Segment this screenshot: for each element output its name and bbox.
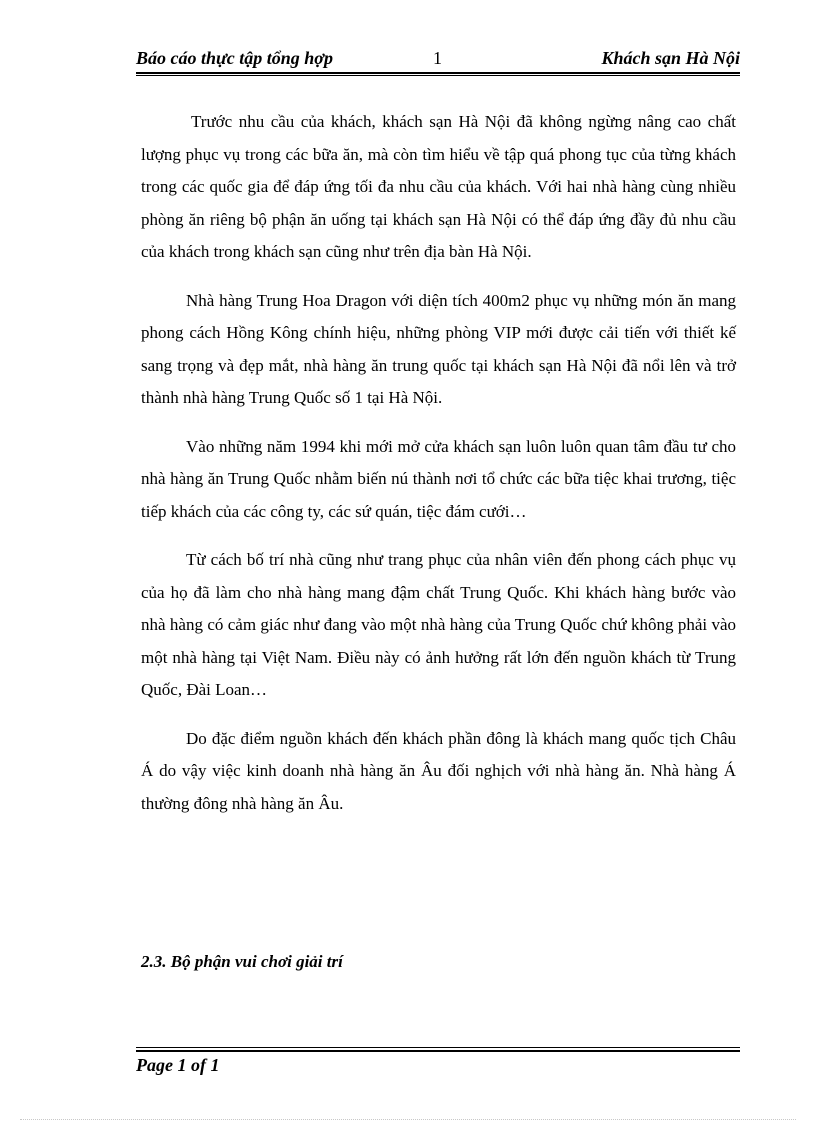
- footer-rule-thick: [136, 1050, 740, 1052]
- paragraph-5: Do đặc điểm nguồn khách đến khách phần đông là khách mang quốc tịch Châu Á do vậy việc kinh doanh nhà hàng ăn Âu đối nghịch với nhà hàng ăn. Nhà hàng Á thường đông nhà hàng ăn Âu.: [141, 728, 736, 813]
- paragraph-4: Từ cách bố trí nhà cũng như trang phục của nhân viên đến phong cách phục vụ của họ đã làm cho nhà hàng mang đậm chất Trung Quốc. Khi khách hàng bước vào nhà hàng có cảm giác như đang vào một nhà hàng của Trung Quốc chứ không phải vào một nhà hàng tại Việt Nam. Điều này có ảnh hưởng rất lớn đến nguồn khách từ Trung Quốc, Đài Loan…: [141, 550, 736, 699]
- page-header: [136, 48, 740, 72]
- header-report-title: Báo cáo thực tập tổng hợp: [136, 48, 333, 68]
- footer-rule-thin: [136, 1047, 740, 1048]
- body-content: [141, 106, 736, 836]
- paragraph-3: Vào những năm 1994 khi mới mở cửa khách sạn luôn luôn quan tâm đầu tư cho nhà hàng ăn Trung Quốc nhằm biến nú thành nơi tổ chức các bữa tiệc khai trương, tiệc tiếp khách của các công ty, các sứ quán, tiệc đám cưới…: [141, 436, 736, 521]
- page-edge-divider: [20, 1119, 796, 1120]
- section-heading: 2.3. Bộ phận vui chơi giải trí: [141, 952, 343, 971]
- paragraph-2: Nhà hàng Trung Hoa Dragon với diện tích 400m2 phục vụ những món ăn mang phong cách Hồng Kông chính hiệu, những phòng VIP mới được cải tiến với thiết kế sang trọng và đẹp mắt, nhà hàng ăn trung quốc tại khách sạn Hà Nội đã nổi lên và trở thành nhà hàng Trung Quốc số 1 tại Hà Nội.: [141, 290, 736, 407]
- header-rule-thin: [136, 75, 740, 76]
- header-rule-thick: [136, 72, 740, 74]
- footer-page-indicator: Page 1 of 1: [136, 1055, 220, 1075]
- header-page-number: 1: [433, 48, 442, 68]
- header-hotel-name: Khách sạn Hà Nội: [601, 48, 740, 68]
- paragraph-1: Trước nhu cầu của khách, khách sạn Hà Nội đã không ngừng nâng cao chất lượng phục vụ trong các bữa ăn, mà còn tìm hiểu về tập quá phong tục của từng khách trong các quốc gia để đáp ứng tối đa nhu cầu của khách. Với hai nhà hàng cùng nhiều phòng ăn riêng bộ phận ăn uống tại khách sạn Hà Nội có thể đáp ứng đầy đủ nhu cầu của khách trong khách sạn cũng như trên địa bàn Hà Nội.: [141, 112, 736, 261]
